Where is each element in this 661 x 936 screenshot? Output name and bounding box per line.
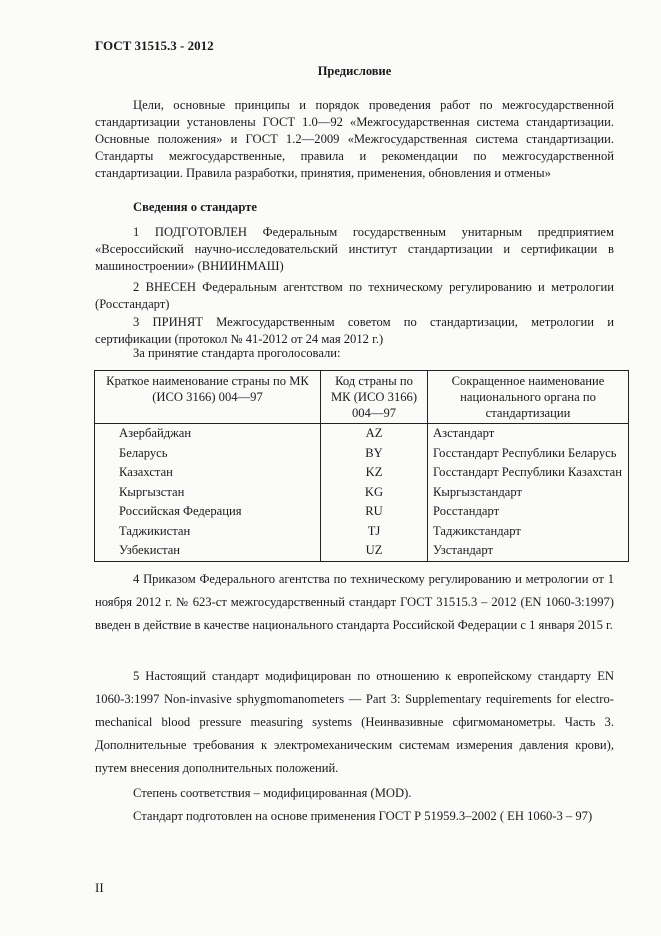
cell-code: AZ bbox=[321, 424, 428, 444]
cell-standards-body: Азстандарт bbox=[428, 424, 629, 444]
cell-code: TJ bbox=[321, 522, 428, 542]
cell-standards-body: Узстандарт bbox=[428, 541, 629, 561]
intro-paragraph: Цели, основные принципы и порядок проведения работ по межгосударственной стандартизации установлены ГОСТ 1.0—92 «Межгосударственная система стандартизации. Основные положения» и ГОСТ 1.2—2009 «Межгосударственная система стандартизации. Стандарты межгосударственные, правила и рекомендации по межгосударственной стандартизации. Правила разработки, принятия, применения, обновления и отмены» bbox=[95, 98, 614, 180]
item-5-paragraph: 5 Настоящий стандарт модифицирован по отношению к европейскому стандарту EN 1060-3:1997 Non-invasive sphygmomanometers — Part 3: Supplementary requirements for electro-mechanical blood pressure measuring systems (Неинвазивные сфигмоманометры. Часть 3. Дополнительные требования к электромеханическим системам измерения давления крови), путем внесения дополнительных положений. bbox=[95, 669, 614, 775]
page-number: II bbox=[95, 880, 104, 895]
page-title: Предисловие bbox=[317, 64, 392, 78]
item-3-paragraph: 3 ПРИНЯТ Межгосударственным советом по стандартизации, метрологии и сертификации (протокол № 41-2012 от 24 мая 2012 г.) bbox=[95, 315, 614, 346]
cell-country: Таджикистан bbox=[95, 522, 321, 542]
section-heading: Сведения о стандарте bbox=[133, 200, 257, 214]
table-body bbox=[95, 424, 629, 562]
cell-standards-body: Таджикстандарт bbox=[428, 522, 629, 542]
cell-country: Казахстан bbox=[95, 463, 321, 483]
cell-standards-body: Росстандарт bbox=[428, 502, 629, 522]
table-row bbox=[95, 444, 629, 464]
cell-country: Узбекистан bbox=[95, 541, 321, 561]
table-header-row bbox=[95, 371, 629, 424]
table-row bbox=[95, 463, 629, 483]
cell-country: Беларусь bbox=[95, 444, 321, 464]
table-row bbox=[95, 424, 629, 444]
item-1-paragraph: 1 ПОДГОТОВЛЕН Федеральным государственным унитарным предприятием «Всероссийский научно-исследовательский институт стандартизации и сертификации в машиностроении» (ВНИИНМАШ) bbox=[95, 225, 614, 273]
basis-paragraph: Стандарт подготовлен на основе применения ГОСТ Р 51959.3–2002 ( ЕН 1060-3 – 97) bbox=[133, 809, 593, 823]
cell-code: KZ bbox=[321, 463, 428, 483]
item-2-paragraph: 2 ВНЕСЕН Федеральным агентством по техническому регулированию и метрологии (Росстандарт) bbox=[95, 280, 614, 311]
item-4-paragraph: 4 Приказом Федерального агентства по техническому регулированию и метрологии от 1 ноября 2012 г. № 623-ст межгосударственный стандарт ГОСТ 31515.3 – 2012 (EN 1060-3:1997) введен в действие в качестве национального стандарта Российской Федерации с 1 января 2015 г. bbox=[95, 572, 614, 632]
countries-table bbox=[94, 370, 629, 562]
cell-code: UZ bbox=[321, 541, 428, 561]
cell-code: KG bbox=[321, 483, 428, 503]
document-header: ГОСТ 31515.3 - 2012 bbox=[95, 38, 214, 53]
cell-country: Российская Федерация bbox=[95, 502, 321, 522]
column-header-body: Сокращенное наименование национального органа по стандартизации bbox=[428, 371, 629, 424]
cell-code: BY bbox=[321, 444, 428, 464]
table-row bbox=[95, 502, 629, 522]
cell-code: RU bbox=[321, 502, 428, 522]
cell-standards-body: Кыргызстандарт bbox=[428, 483, 629, 503]
cell-standards-body: Госстандарт Республики Казахстан bbox=[428, 463, 629, 483]
vote-line: За принятие стандарта проголосовали: bbox=[133, 346, 341, 360]
table-row bbox=[95, 483, 629, 503]
table-row bbox=[95, 541, 629, 561]
degree-paragraph: Степень соответствия – модифицированная (MOD). bbox=[133, 786, 412, 800]
cell-country: Азербайджан bbox=[95, 424, 321, 444]
column-header-code: Код страны по МК (ИСО 3166) 004—97 bbox=[321, 371, 428, 424]
cell-standards-body: Госстандарт Республики Беларусь bbox=[428, 444, 629, 464]
cell-country: Кыргызстан bbox=[95, 483, 321, 503]
column-header-country: Краткое наименование страны по МК (ИСО 3166) 004—97 bbox=[95, 371, 321, 424]
table-row bbox=[95, 522, 629, 542]
